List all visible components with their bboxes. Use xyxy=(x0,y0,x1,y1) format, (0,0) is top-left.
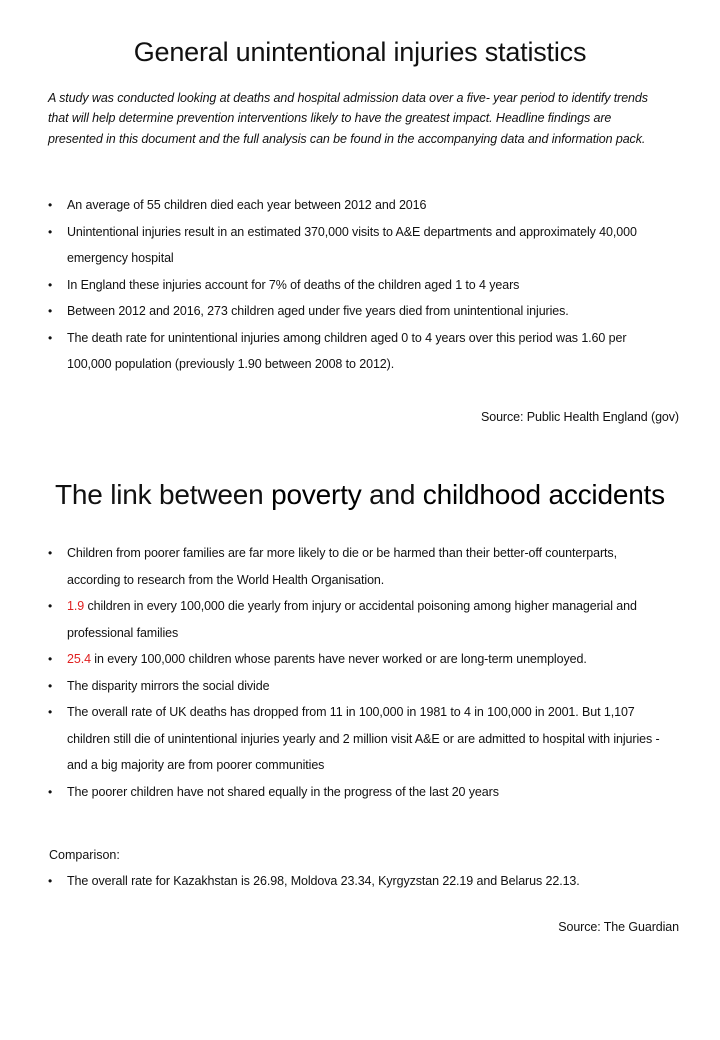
bullet-icon: • xyxy=(48,277,53,292)
title-emphasis-poverty: poverty xyxy=(271,479,362,510)
comparison-label: Comparison: xyxy=(49,848,120,862)
section2-bullet-list xyxy=(0,540,667,805)
title-emphasis-accidents: childhood accidents xyxy=(422,479,665,510)
list-item: • The overall rate of UK deaths has dropped from 11 in 100,000 in 1981 to 4 in 100,000 in 2001. But 1,107 children still die of unintentional injuries yearly and 2 million visit A&E or are admitted to hospital with injuries - and a big majority are from poorer communities xyxy=(0,699,667,779)
bullet-icon: • xyxy=(48,546,53,560)
bullet-icon: • xyxy=(48,330,53,345)
list-item: • The overall rate for Kazakhstan is 26.98, Moldova 23.34, Kyrgyzstan 22.19 and Belarus 22.13. xyxy=(0,868,667,895)
list-item: • 1.9 children in every 100,000 die yearly from injury or accidental poisoning among higher managerial and professional families xyxy=(0,593,667,646)
bullet-icon: • xyxy=(48,784,53,799)
section2-title: The link between poverty and childhood accidents xyxy=(55,479,665,510)
bullet-icon: • xyxy=(48,705,53,719)
highlight-value: 25.4 xyxy=(67,652,91,666)
bullet-icon: • xyxy=(48,304,53,318)
list-item: • Unintentional injuries result in an estimated 370,000 visits to A&E departments and approximately 40,000 emergency hospital xyxy=(0,219,667,272)
list-item: • Between 2012 and 2016, 273 children aged under five years died from unintentional injuries. xyxy=(0,298,667,325)
bullet-icon: • xyxy=(48,874,53,888)
list-item: • Children from poorer families are far more likely to die or be harmed than their better-off counterparts, according to research from the World Health Organisation. xyxy=(0,540,667,593)
bullet-icon: • xyxy=(48,678,53,693)
section1-bullet-list xyxy=(0,192,667,378)
list-item: • The death rate for unintentional injuries among children aged 0 to 4 years over this period was 1.60 per 100,000 population (previously 1.90 between 2008 to 2012). xyxy=(0,325,667,378)
section1-source: Source: Public Health England (gov) xyxy=(480,410,679,424)
comparison-bullet-list xyxy=(0,868,667,895)
bullet-icon: • xyxy=(48,198,53,212)
bullet-icon: • xyxy=(48,599,53,613)
list-item: • 25.4 in every 100,000 children whose parents have never worked or are long-term unemployed. xyxy=(0,646,667,673)
list-item: • The poorer children have not shared equally in the progress of the last 20 years xyxy=(0,779,667,806)
section1-title: General unintentional injuries statistics xyxy=(133,37,587,67)
highlight-value: 1.9 xyxy=(67,599,85,613)
list-item: • In England these injuries account for 7% of deaths of the children aged 1 to 4 years xyxy=(0,272,667,299)
bullet-icon: • xyxy=(48,652,53,666)
bullet-icon: • xyxy=(48,224,53,239)
list-item: • An average of 55 children died each year between 2012 and 2016 xyxy=(0,192,667,219)
section2-source: Source: The Guardian xyxy=(558,920,679,934)
list-item: • The disparity mirrors the social divide xyxy=(0,673,667,700)
section1-intro: A study was conducted looking at deaths and hospital admission data over a five- year period to identify trends that will help determine prevention interventions likely to have the greatest impact. Headline findings are presented in this document and the full analysis can be found in the accompanying data and information pack. xyxy=(48,91,648,146)
